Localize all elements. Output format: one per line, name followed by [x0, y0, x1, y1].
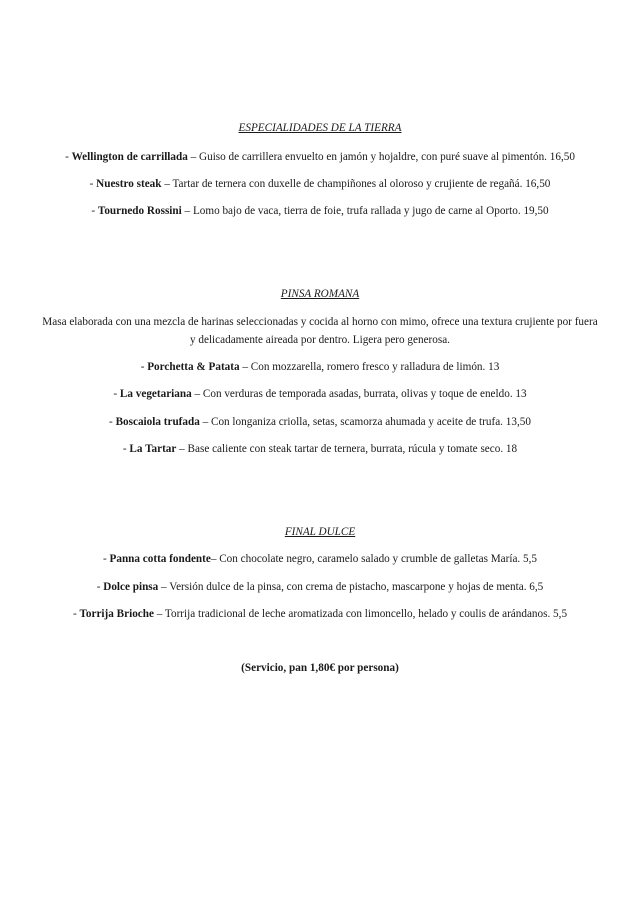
- item-description: – Con longaniza criolla, setas, scamorza ahumada y aceite de trufa. 13,50: [199, 416, 531, 428]
- item-description: – Base caliente con steak tartar de ternera, burrata, rúcula y tomate seco. 18: [176, 443, 518, 455]
- item-name: Boscaiola trufada: [115, 416, 200, 428]
- menu-item: [0, 177, 640, 191]
- item-prefix: -: [113, 388, 120, 400]
- item-prefix: -: [140, 361, 148, 373]
- item-prefix: -: [122, 443, 130, 455]
- item-prefix: -: [72, 608, 80, 620]
- item-description: – Con verduras de temporada asadas, burrata, olivas y toque de eneldo. 13: [191, 388, 527, 400]
- item-name: La vegetariana: [119, 388, 192, 400]
- menu-item: [0, 387, 640, 401]
- item-name: Porchetta & Patata: [147, 361, 240, 373]
- menu-item: [0, 442, 640, 456]
- item-prefix: -: [109, 416, 116, 428]
- service-note: (Servicio, pan 1,80€ por persona): [241, 662, 399, 674]
- item-description: – Guiso de carrillera envuelto en jamón y hojaldre, con puré suave al pimentón. 16,50: [187, 151, 575, 163]
- item-prefix: -: [102, 553, 110, 565]
- item-prefix: -: [91, 205, 98, 217]
- menu-item: [0, 580, 640, 594]
- item-description: – Con chocolate negro, caramelo salado y crumble de galletas María. 5,5: [210, 553, 538, 565]
- menu-item: [0, 607, 640, 621]
- item-name: La Tartar: [129, 443, 177, 455]
- menu-item: [0, 150, 640, 164]
- item-description: – Con mozzarella, romero fresco y ralladura de limón. 13: [239, 361, 500, 373]
- item-name: Nuestro steak: [96, 178, 162, 190]
- menu-item: [0, 204, 640, 218]
- menu-item: [0, 360, 640, 374]
- item-name: Torrija Brioche: [79, 608, 154, 620]
- item-prefix: -: [89, 178, 97, 190]
- item-description: – Torrija tradicional de leche aromatizada con limoncello, helado y coulis de arándanos. 5,5: [153, 608, 568, 620]
- item-description: – Tartar de ternera con duxelle de champiñones al oloroso y crujiente de regañá. 16,50: [161, 178, 551, 190]
- item-description: – Versión dulce de la pinsa, con crema de pistacho, mascarpone y hojas de menta. 6,5: [158, 581, 544, 593]
- menu-item: [0, 415, 640, 429]
- menu-item: [0, 552, 640, 566]
- section-title-especialidades: ESPECIALIDADES DE LA TIERRA: [238, 122, 402, 134]
- section-intro: Masa elaborada con una mezcla de harinas seleccionadas y cocida al horno con mimo, ofrece una textura crujiente por fuera y delicadamente aireada por dentro. Ligera pero generosa.: [42, 316, 598, 346]
- item-name: Dolce pinsa: [103, 581, 159, 593]
- item-prefix: -: [65, 151, 72, 163]
- item-name: Tournedo Rossini: [97, 205, 182, 217]
- item-name: Wellington de carrillada: [71, 151, 188, 163]
- item-name: Panna cotta fondente: [109, 553, 211, 565]
- item-prefix: -: [96, 581, 104, 593]
- section-title-final-dulce: FINAL DULCE: [284, 526, 356, 538]
- item-description: – Lomo bajo de vaca, tierra de foie, trufa rallada y jugo de carne al Oporto. 19,50: [181, 205, 549, 217]
- section-title-pinsa: PINSA ROMANA: [280, 288, 360, 300]
